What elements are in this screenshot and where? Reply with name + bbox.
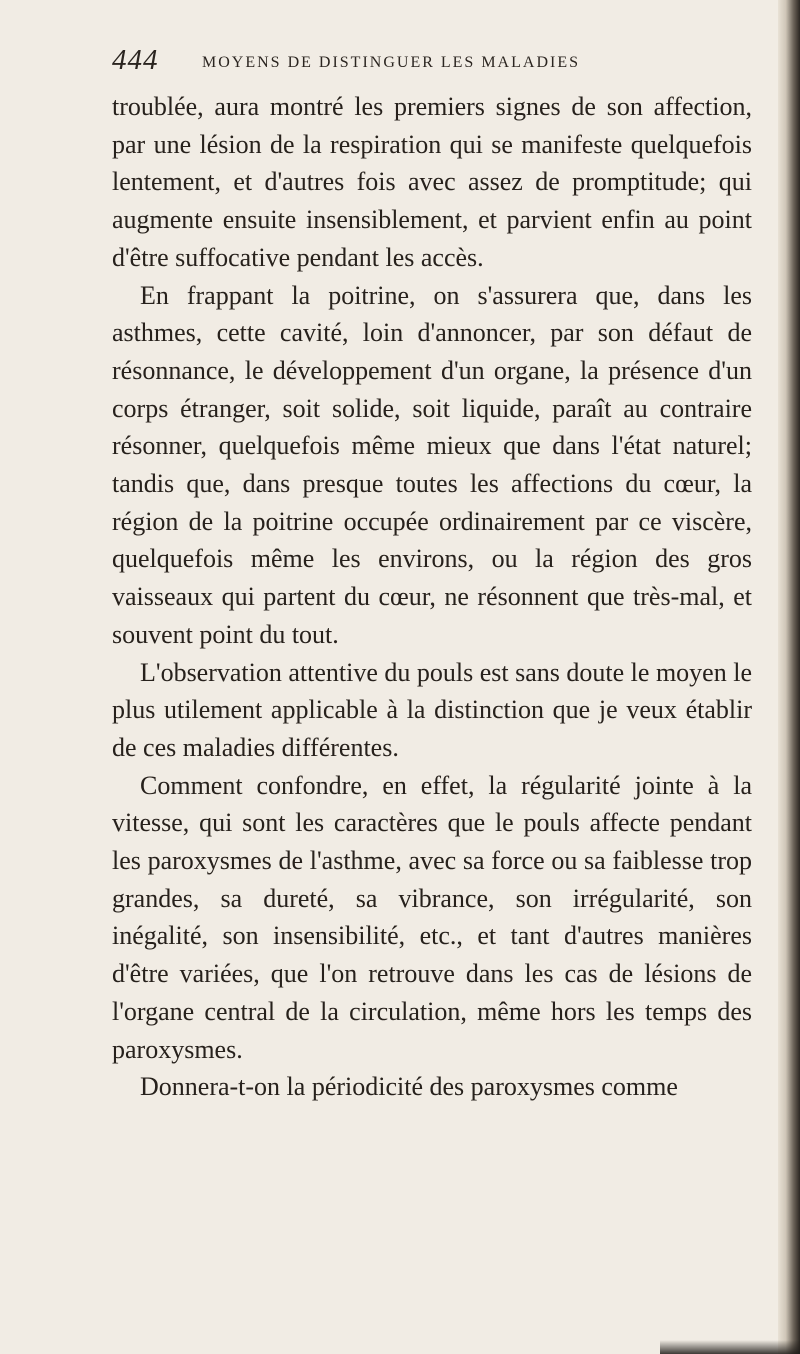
- page-edge-shadow: [778, 0, 800, 1354]
- page-number: 444: [112, 44, 159, 76]
- page-corner-shadow: [660, 1340, 800, 1354]
- paragraph-2: En frappant la poitrine, on s'assurera que, dans les asthmes, cette cavité, loin d'annoncer, par son défaut de résonnance, le développement d'un organe, la présence d'un corps étranger, soit solide, soit liquide, paraît au contraire résonner, quelquefois même mieux que dans l'état naturel; tandis que, dans presque toutes les affections du cœur, la région de la poitrine occupée ordinairement par ce viscère, quelquefois même les environs, ou la région des gros vaisseaux qui partent du cœur, ne résonnent que très-mal, et souvent point du tout.: [112, 280, 752, 649]
- paragraph-3: L'observation attentive du pouls est sans doute le moyen le plus utilement applicable à la distinction que je veux établir de ces maladies différentes.: [112, 657, 752, 762]
- paragraph-1: troublée, aura montré les premiers signes de son affection, par une lésion de la respiration qui se manifeste quelquefois lentement, et d'autres fois avec assez de promptitude; qui augmente ensuite insensiblement, et parvient enfin au point d'être suffocative pendant les accès.: [112, 92, 752, 272]
- running-head: MOYENS DE DISTINGUER LES MALADIES: [202, 54, 580, 71]
- body-text: [112, 88, 752, 1106]
- paragraph-4: Comment confondre, en effet, la régularité jointe à la vitesse, qui sont les caractères que le pouls affecte pendant les paroxysmes de l'asthme, avec sa force ou sa faiblesse trop grandes, sa dureté, sa vibrance, son irrégularité, son inégalité, son insensibilité, etc., et tant d'autres manières d'être variées, que l'on retrouve dans les cas de lésions de l'organe central de la circulation, même hors les temps des paroxysmes.: [112, 770, 752, 1064]
- page-header: [112, 44, 752, 84]
- paragraph-5: Donnera-t-on la périodicité des paroxysmes comme: [140, 1072, 678, 1102]
